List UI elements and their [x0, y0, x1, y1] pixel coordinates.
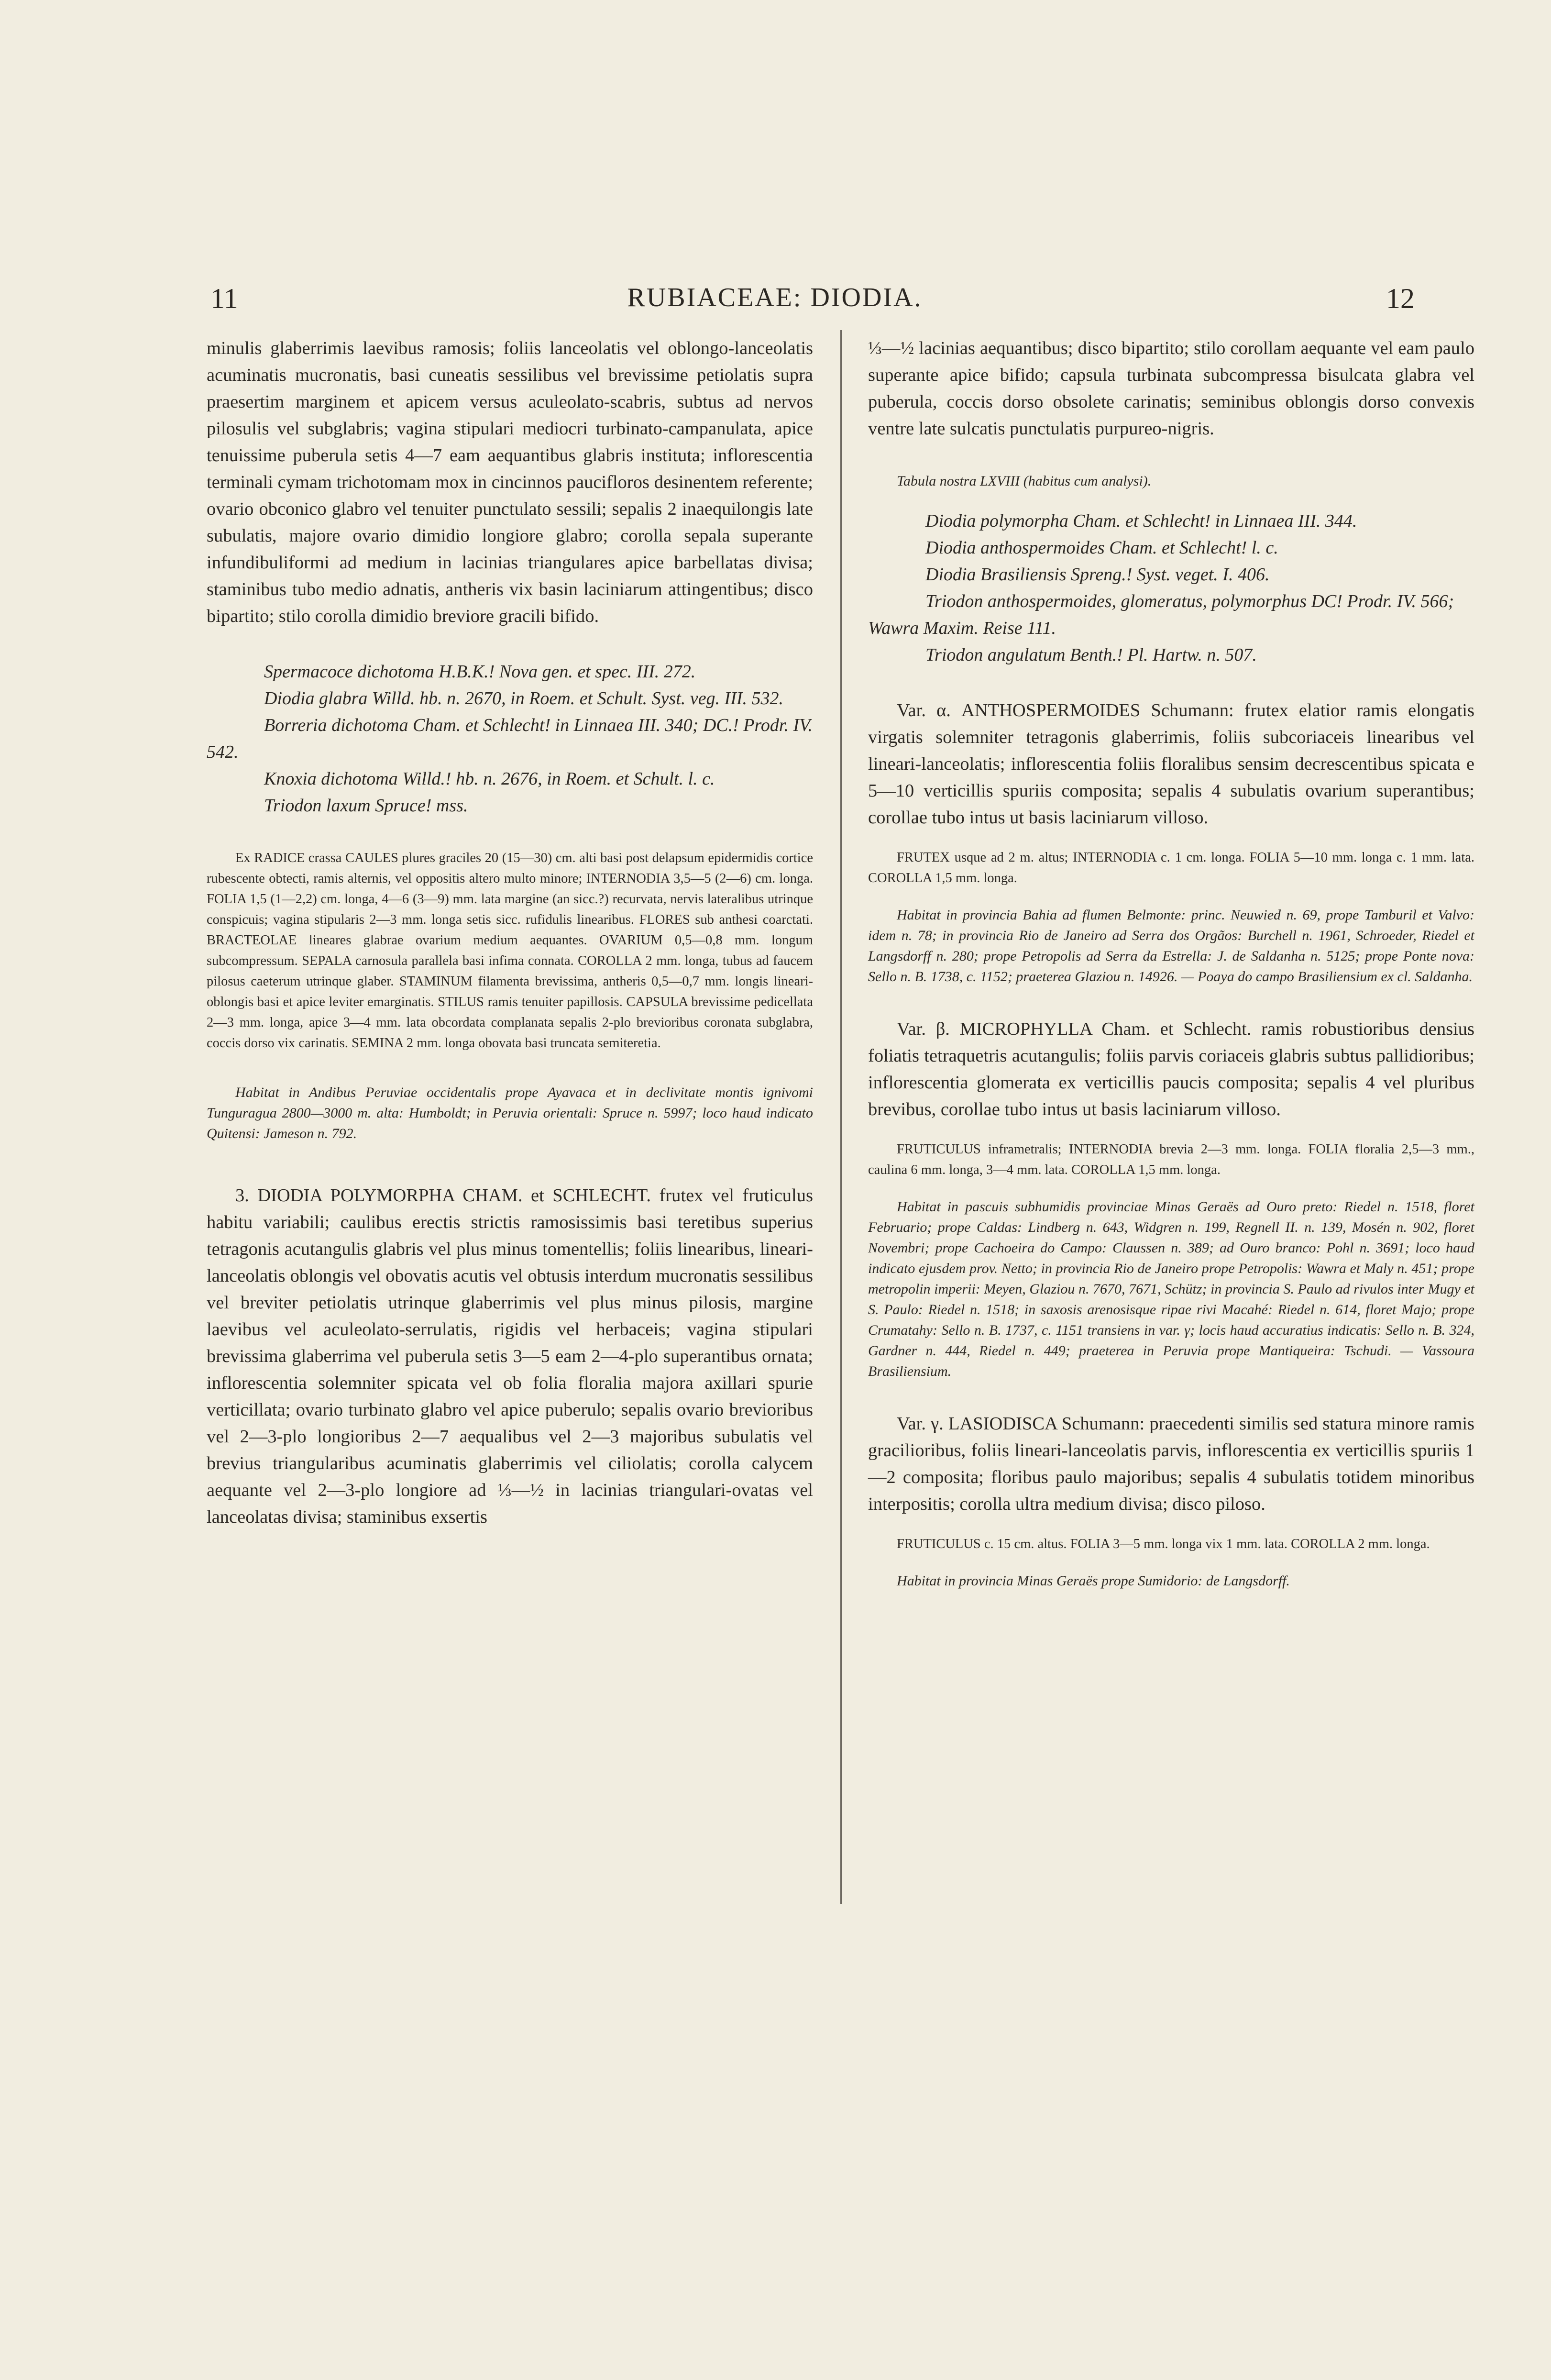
synonym: Triodon anthospermoides, glomeratus, polymorphus DC! Prodr. IV. 566; Wawra Maxim. Reise 111. — [868, 591, 1454, 638]
variety-gamma: Var. γ. LASIODISCA Schumann: praecedenti similis sed statura minore ramis gracilioribus, foliis lineari-lanceolatis parvis, inflorescentia ex verticillis spuriis 1—2 composita; floribus paulo majoribus; sepalis 4 subulatis totidem minoribus interpositis; corolla ultra medium divisa; disco piloso. — [868, 1414, 1474, 1514]
synonym: Diodia Brasiliensis Spreng.! Syst. veget. I. 406. — [925, 565, 1270, 585]
synonym: Diodia anthospermoides Cham. et Schlecht! l. c. — [925, 538, 1278, 558]
synonym: Spermacoce dichotoma H.B.K.! Nova gen. et spec. III. 272. — [264, 662, 696, 682]
running-title: RUBIACEAE: DIODIA. — [627, 283, 923, 312]
species-description: 3. DIODIA POLYMORPHA CHAM. et SCHLECHT. frutex vel fruticulus habitu variabili; caulibus erectis strictis ramosissimis basi teretibus superius tetragonis acutangulis glabris vel plus minus tomentellis; foliis linearibus, lineari-lanceolatis oblongis vel obovatis acutis vel obtusis interdum mucronatis sessilibus vel breviter petiolatis utrinque glaberrimis vel plus minus pilosis, margine laevibus vel aculeolato-serrulatis, rigidis vel herbaceis; vagina stipulari brevissima glaberrima vel puberula setis 3—5 eam 2—4-plo superantibus ornata; inflorescentia solemniter spicata vel ob folia floralia majora axillari spurie verticillata; ovario turbinato glabro vel apice puberulo; sepalis ovario brevioribus vel 2—3-plo longioribus 2—7 aequalibus vel 2—3 majoribus subulatis vel brevius triangularibus acuminatis glaberrimis vel ciliolatis; corolla calycem aequante vel 2—3-plo longiore ad ⅓—½ in lacinias triangulari-ovatas vel lanceolatas divisa; staminibus exsertis — [207, 1185, 813, 1527]
variety-gamma-habitat: Habitat in provincia Minas Geraës prope Sumidorio: de Langsdorff. — [897, 1573, 1290, 1589]
variety-beta: Var. β. MICROPHYLLA Cham. et Schlecht. ramis robustioribus densius foliatis tetraquetris acutangulis; foliis parvis coriaceis glabris subtus pallidioribus; inflorescentia glomerata ex verticillis paucis composita; sepalis 4 vel pluribus brevibus, corollae tubo intus ut basis laciniarum villoso. — [868, 1019, 1474, 1119]
page-number-right: 12 — [1386, 283, 1415, 314]
habitat-note: Habitat in Andibus Peruviae occidentalis prope Ayavaca et in declivitate montis ignivomi Tunguragua 2800—3000 m. alta: Humboldt; in Peruvia orientali: Spruce n. 5997; loco haud indicato Quitensi: Jameson n. 792. — [207, 1085, 813, 1141]
synonym: Triodon laxum Spruce! mss. — [264, 796, 468, 816]
right-column — [868, 335, 1474, 1591]
page-number-left: 11 — [210, 283, 238, 314]
column-divider — [840, 330, 842, 1904]
variety-alpha-habitat: Habitat in provincia Bahia ad flumen Belmonte: princ. Neuwied n. 69, prope Tamburil et Valvo: idem n. 78; in provincia Rio de Janeiro ad Serra dos Orgãos: Burchell n. 1961, Schroeder, Riedel et Langsdorff n. 280; prope Petropolis ad Serra da Estrella: J. de Saldanha n. 5125; prope Ponte nova: Sello n. B. 1738, c. 1152; praeterea Glaziou n. 14926. — Poaya do campo Brasiliensium ex cl. Saldanha. — [868, 907, 1474, 985]
page-header — [0, 282, 1551, 321]
synonym: Diodia glabra Willd. hb. n. 2670, in Roem. et Schult. Syst. veg. III. 532. — [264, 688, 784, 708]
variety-gamma-detail: FRUTICULUS c. 15 cm. altus. FOLIA 3—5 mm. longa vix 1 mm. lata. COROLLA 2 mm. longa. — [897, 1537, 1430, 1551]
synonym: Diodia polymorpha Cham. et Schlecht! in Linnaea III. 344. — [925, 511, 1357, 531]
variety-beta-habitat: Habitat in pascuis subhumidis provinciae Minas Geraës ad Ouro preto: Riedel n. 1518, floret Februario; prope Caldas: Lindberg n. 643, Widgren n. 199, Regnell II. n. 139, Mosén n. 902, floret Novembri; prope Cachoeira do Campo: Claussen n. 389; ad Ouro branco: Pohl n. 3691; loco haud indicato ejusdem prov. Netto; in provincia Rio de Janeiro prope Petropolis: Wawra et Maly n. 451; prope metropolin imperii: Meyen, Glaziou n. 7670, 7671, Schütz; in provincia S. Paulo ad rivulos inter Mugy et S. Paulo: Riedel n. 1518; in saxosis arenosisque ripae rivi Macahé: Riedel n. 614, floret Majo; prope Crumatahy: Sello n. B. 1737, c. 1151 transiens in var. γ; locis haud accuratius indicatis: Sello n. B. 324, Gardner n. 444, Riedel n. 449; praeterea in Peruvia prope Mantiqueira: Tschudi. — Vassoura Brasiliensium. — [868, 1199, 1474, 1379]
synonym: Triodon angulatum Benth.! Pl. Hartw. n. 507. — [925, 645, 1257, 665]
variety-alpha: Var. α. ANTHOSPERMOIDES Schumann: frutex elatior ramis elongatis virgatis solemniter tetragonis glaberrimis, foliis subcoriaceis linearibus vel lineari-lanceolatis; inflorescentia foliis floralibus sensim decrescentibus spicata e 5—10 verticillis spuriis composita; sepalis 4 subulatis ovarium superantibus; corollae tubo intus ut basis laciniarum villoso. — [868, 700, 1474, 828]
variety-alpha-detail: FRUTEX usque ad 2 m. altus; INTERNODIA c. 1 cm. longa. FOLIA 5—10 mm. longa c. 1 mm. lata. COROLLA 1,5 mm. longa. — [868, 850, 1474, 886]
left-column — [207, 335, 813, 1530]
morphology-detail: Ex RADICE crassa CAULES plures graciles 20 (15—30) cm. alti basi post delapsum epidermidis cortice rubescente obtecti, ramis alternis, vel oppositis altero multo minore; INTERNODIA 3,5—5 (2—6) cm. longa. FOLIA 1,5 (1—2,2) cm. longa, 4—6 (3—9) mm. lata margine (an sicc.?) recurvata, nervis lateralibus utrinque conspicuis; vagina stipularis 2—3 mm. longa setis sicc. rufidulis linearibus. FLORES sub anthesi coarctati. BRACTEOLAE lineares glabrae ovarium medium aequantes. OVARIUM 0,5—0,8 mm. longum subcompressum. SEPALA carnosula parallela basi infima connata. COROLLA 2 mm. longa, tubus ad faucem pilosus caeterum utrinque glaber. STAMINUM filamenta brevissima, antheris 0,5—0,7 mm. longis lineari-oblongis basi et apice leviter emarginatis. STILUS ramis tenuiter papillosis. CAPSULA brevissime pedicellata 2—3 mm. longa, apice 3—4 mm. lata obcordata complanata sepalis 2-plo brevioribus coronata subglabra, coccis dorso vix carinatis. SEMINA 2 mm. longa obovata basi truncata semiteretia. — [207, 851, 813, 1051]
plate-reference: Tabula nostra LXVIII (habitus cum analysi). — [897, 473, 1152, 489]
variety-beta-detail: FRUTICULUS inframetralis; INTERNODIA brevia 2—3 mm. longa. FOLIA floralia 2,5—3 mm., caulina 6 mm. longa, 3—4 mm. lata. COROLLA 1,5 mm. longa. — [868, 1142, 1474, 1177]
synonym: Borreria dichotoma Cham. et Schlecht! in Linnaea III. 340; DC.! Prodr. IV. 542. — [207, 715, 813, 762]
synonym: Knoxia dichotoma Willd.! hb. n. 2676, in Roem. et Schult. l. c. — [264, 769, 715, 789]
description-continued: minulis glaberrimis laevibus ramosis; foliis lanceolatis vel oblongo-lanceolatis acuminatis mucronatis, basi cuneatis sessilibus vel brevissime petiolatis supra praesertim marginem et apicem versus aculeolato-scabris, subtus ad nervos pilosulis vel subglabris; vagina stipulari mediocri turbinato-campanulata, apice tenuissime puberula setis 4—7 eam aequantibus glabris instituta; inflorescentia terminali cymam trichotomam mox in cincinnos paucifloros desinentem referente; ovario obconico glabro vel tenuiter punctulato sessili; sepalis 2 inaequilongis late subulatis, majore ovario dimidio longiore glabro; corolla sepala superante infundibuliformi ad medium in lacinias triangulares apice barbellatas divisa; staminibus tubo medio adnatis, antheris vix basin laciniarum attingentibus; disco bipartito; stilo corolla dimidio breviore gracili bifido. — [207, 338, 813, 626]
description-continued: ⅓—½ lacinias aequantibus; disco bipartito; stilo corollam aequante vel eam paulo superante apice bifido; capsula turbinata subcompressa bisulcata glabra vel puberula, coccis dorso obsolete carinatis; seminibus oblongis dorso convexis ventre late sulcatis punctulatis purpureo-nigris. — [868, 338, 1474, 439]
